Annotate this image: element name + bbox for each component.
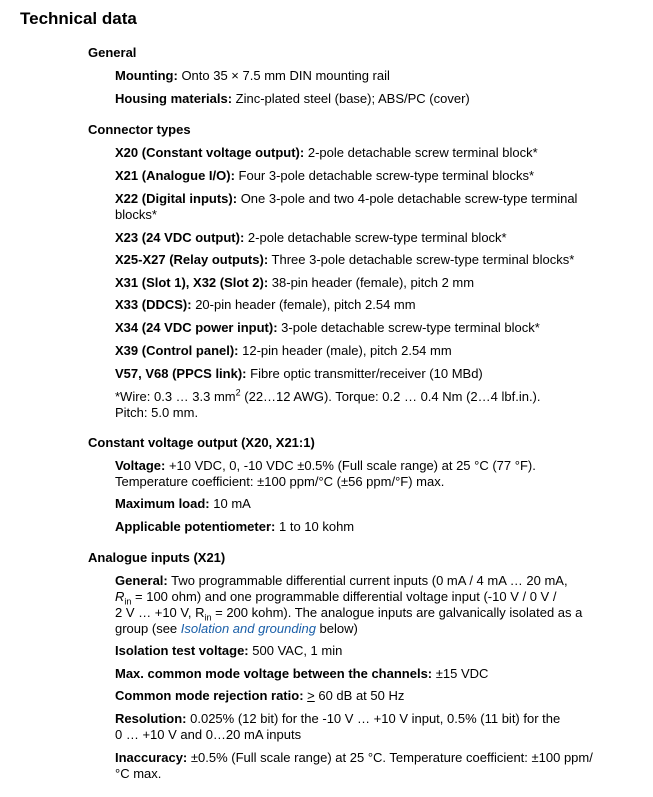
entry-x34 xyxy=(115,320,615,336)
section-heading-constant-voltage: Constant voltage output (X20, X21:1) xyxy=(88,435,315,450)
entry-value: = 100 ohm) and one programmable differential voltage input (-10 V / 0 V / xyxy=(131,589,557,604)
entry-voltage xyxy=(115,458,615,490)
entry-value: group (see xyxy=(115,621,181,636)
entry-value: 0 … +10 V and 0…20 mA inputs xyxy=(115,727,302,742)
entry-value: Zinc-plated steel (base); ABS/PC (cover) xyxy=(235,91,470,106)
entry-x22 xyxy=(115,191,615,223)
entry-value: 2 V … +10 V, R xyxy=(115,605,205,620)
entry-label: V57, V68 (PPCS link): xyxy=(115,366,247,381)
entry-value: Onto 35 × 7.5 mm DIN mounting rail xyxy=(181,68,390,83)
section-heading-general: General xyxy=(88,45,137,60)
entry-maximum-load xyxy=(115,496,615,512)
greater-equal-symbol: > xyxy=(307,688,315,703)
entry-x23 xyxy=(115,230,615,246)
entry-label: Isolation test voltage: xyxy=(115,643,249,658)
entry-resolution xyxy=(115,711,615,743)
entry-x20 xyxy=(115,145,615,161)
entry-label: X25-X27 (Relay outputs): xyxy=(115,252,269,267)
entry-housing-materials xyxy=(115,91,615,107)
wire-note-text: *Wire: 0.3 … 3.3 mm xyxy=(115,389,236,404)
wire-note-superscript: 2 xyxy=(235,387,241,398)
isolation-and-grounding-link[interactable]: Isolation and grounding xyxy=(180,621,316,636)
entry-label: Common mode rejection ratio: xyxy=(115,688,304,703)
entry-value: ±15 VDC xyxy=(435,666,489,681)
entry-x31-x32 xyxy=(115,275,615,291)
wire-note xyxy=(115,389,615,421)
entry-value: 20-pin header (female), pitch 2.54 mm xyxy=(195,297,416,312)
entry-value: ±0.5% (Full scale range) at 25 °C. Temperature coefficient: ±100 ppm/ xyxy=(190,750,593,765)
entry-label: Mounting: xyxy=(115,68,178,83)
entry-label: Housing materials: xyxy=(115,91,233,106)
entry-x33 xyxy=(115,297,615,313)
entry-value: 12-pin header (male), pitch 2.54 mm xyxy=(242,343,452,358)
entry-x25-x27 xyxy=(115,252,615,268)
entry-analogue-general xyxy=(115,573,615,637)
wire-note-pitch: Pitch: 5.0 mm. xyxy=(115,405,199,420)
entry-label: X39 (Control panel): xyxy=(115,343,239,358)
entry-label: Voltage: xyxy=(115,458,166,473)
entry-subscript: in xyxy=(124,596,132,607)
entry-applicable-potentiometer xyxy=(115,519,615,535)
entry-label: X20 (Constant voltage output): xyxy=(115,145,305,160)
entry-label: Resolution: xyxy=(115,711,187,726)
entry-value: Three 3-pole detachable screw-type terminal blocks* xyxy=(271,252,575,267)
entry-value: Four 3-pole detachable screw-type terminal blocks* xyxy=(238,168,535,183)
entry-value: 60 dB at 50 Hz xyxy=(314,688,405,703)
entry-value: 38-pin header (female), pitch 2 mm xyxy=(271,275,475,290)
entry-v57-v68 xyxy=(115,366,615,382)
entry-value: 10 mA xyxy=(213,496,251,511)
entry-value: R xyxy=(115,589,125,604)
entry-label: X23 (24 VDC output): xyxy=(115,230,245,245)
entry-label: Max. common mode voltage between the channels: xyxy=(115,666,433,681)
entry-value: 1 to 10 kohm xyxy=(278,519,355,534)
section-heading-connector-types: Connector types xyxy=(88,122,191,137)
entry-label: Maximum load: xyxy=(115,496,210,511)
entry-value: 0.025% (12 bit) for the -10 V … +10 V input, 0.5% (11 bit) for the xyxy=(190,711,561,726)
entry-value: One 3-pole and two 4-pole detachable screw-type terminal blocks* xyxy=(115,191,578,222)
entry-value: 2-pole detachable screw terminal block* xyxy=(307,145,538,160)
entry-value: 2-pole detachable screw-type terminal block* xyxy=(247,230,507,245)
entry-value: 3-pole detachable screw-type terminal block* xyxy=(281,320,540,335)
entry-value: below) xyxy=(315,621,358,636)
entry-label: General: xyxy=(115,573,168,588)
wire-note-text: (22…12 AWG). Torque: 0.2 … 0.4 Nm (2…4 lbf.in.). xyxy=(240,389,541,404)
entry-label: X33 (DDCS): xyxy=(115,297,192,312)
entry-value: Temperature coefficient: ±100 ppm/°C (±56 ppm/°F) max. xyxy=(115,474,445,489)
entry-value: 500 VAC, 1 min xyxy=(252,643,343,658)
entry-isolation-test-voltage xyxy=(115,643,615,659)
entry-x21 xyxy=(115,168,615,184)
entry-value: Fibre optic transmitter/receiver (10 MBd) xyxy=(250,366,483,381)
entry-label: Inaccuracy: xyxy=(115,750,188,765)
section-heading-analogue-inputs: Analogue inputs (X21) xyxy=(88,550,226,565)
entry-value: Two programmable differential current inputs (0 mA / 4 mA … 20 mA, xyxy=(171,573,568,588)
entry-mounting xyxy=(115,68,615,84)
entry-common-mode-voltage xyxy=(115,666,615,682)
entry-common-mode-rejection xyxy=(115,688,615,704)
entry-label: Applicable potentiometer: xyxy=(115,519,276,534)
entry-label: X21 (Analogue I/O): xyxy=(115,168,235,183)
page-title: Technical data xyxy=(20,9,137,28)
entry-x39 xyxy=(115,343,615,359)
entry-label: X22 (Digital inputs): xyxy=(115,191,238,206)
entry-subscript: in xyxy=(204,612,212,623)
entry-label: X31 (Slot 1), X32 (Slot 2): xyxy=(115,275,269,290)
entry-value: = 200 kohm). The analogue inputs are galvanically isolated as a xyxy=(211,605,583,620)
entry-label: X34 (24 VDC power input): xyxy=(115,320,278,335)
entry-value: +10 VDC, 0, -10 VDC ±0.5% (Full scale range) at 25 °C (77 °F). xyxy=(168,458,536,473)
entry-inaccuracy xyxy=(115,750,615,782)
entry-value: °C max. xyxy=(115,766,162,781)
